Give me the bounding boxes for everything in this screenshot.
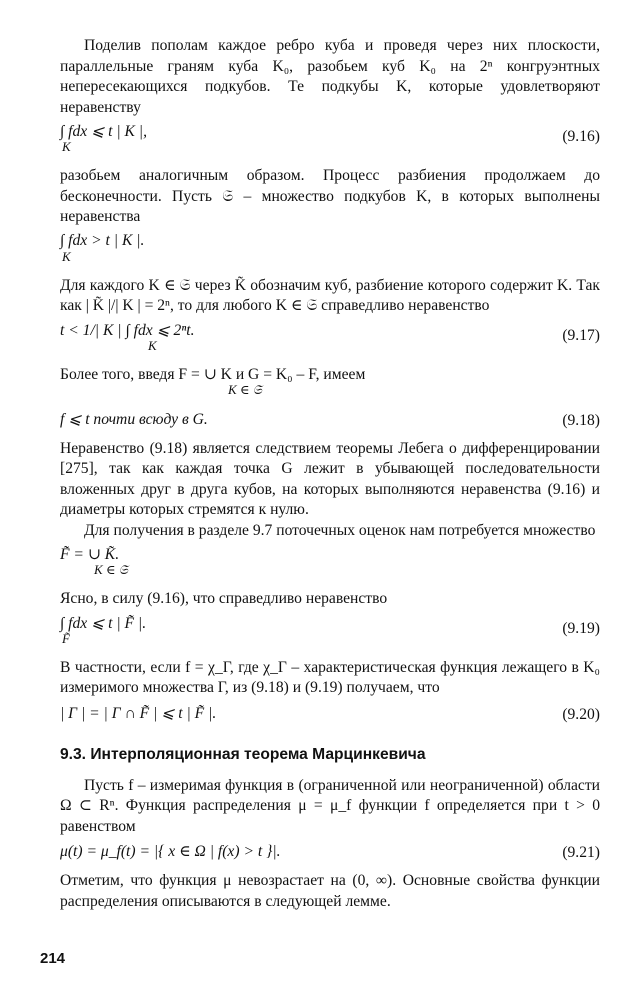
equation-strict-inequality — [60, 232, 600, 272]
equation-body: ∫ fdx > t | K |. — [60, 231, 145, 249]
equation-number: (9.20) — [562, 705, 600, 723]
paragraph-lebesgue: Неравенство (9.18) является следствием теоремы Лебега о дифференцировании [275], так как каждая точка G лежит в убывающей последовательности вложенных друг в друга кубов, на которых выполняются неравенства (9.16) и диаметры которых стремятся к нулю. — [60, 439, 600, 518]
paragraph-cube-tilde: Для каждого K ∈ 𝔖 через K̃ обозначим куб, разбиение которого содержит K. Так как | K̃ |/| K | = 2ⁿ, то для любого K ∈ 𝔖 справедливо неравенство — [60, 276, 600, 314]
paragraph-clearly: Ясно, в силу (9.16), что справедливо неравенство — [60, 590, 388, 607]
equation-F-tilde — [60, 545, 600, 585]
equation-9-19 — [60, 614, 600, 654]
equation-body: Более того, введя F = ∪ K и G = K₀ – F, имеем — [60, 365, 366, 383]
paragraph-process: разобьем аналогичным образом. Процесс разбиения продолжаем до бесконечности. Пусть 𝔖 – множество подкубов K, в которых выполнены неравенства — [60, 167, 600, 225]
equation-subscript: K — [148, 337, 157, 353]
equation-body: ∫ fdx ⩽ t | K |, — [60, 123, 147, 140]
equation-subscript: K — [62, 139, 71, 154]
paragraph-subdivision: Поделив пополам каждое ребро куба и проведя через них плоскости, параллельные граням куба K₀, разобьем куб K₀ на 2ⁿ конгруэнтных непересекающихся подкубов. Те подкубы K, которые удовлетворяют неравенству — [60, 37, 600, 116]
paragraph-pointwise: Для получения в разделе 9.7 поточечных оценок нам потребуется множество — [84, 521, 596, 539]
equation-body: ∫ fdx ⩽ t | F̃ |. — [60, 614, 147, 632]
equation-number: (9.18) — [562, 411, 600, 429]
equation-body: t < 1/| K | ∫ fdx ⩽ 2ⁿt. — [60, 321, 195, 339]
equation-subscript: F̃ — [62, 630, 70, 646]
equation-9-16 — [60, 122, 600, 162]
page-number: 214 — [40, 950, 66, 967]
page-body — [60, 36, 600, 912]
equation-number: (9.17) — [562, 326, 600, 344]
equation-subscript: K ∈ 𝔖 — [228, 381, 262, 397]
paragraph-note: Отметим, что функция μ невозрастает на (0, ∞). Основные свойства функции распределения описываются в следующей лемме. — [60, 872, 600, 910]
equation-body: F̃ = ∪ K̃. — [60, 546, 120, 563]
equation-number: (9.16) — [562, 128, 600, 145]
equation-9-20 — [60, 704, 600, 728]
equation-9-21 — [60, 842, 600, 866]
paragraph-particular: В частности, если f = χ_Γ, где χ_Γ – характеристическая функция лежащего в K₀ измеримого множества Γ, из (9.18) и (9.19) получаем, что — [60, 658, 600, 696]
equation-body: μ(t) = μ_f(t) = |{ x ∈ Ω | f(x) > t }|. — [60, 843, 281, 860]
equation-9-18 — [60, 410, 600, 434]
paragraph-distribution: Пусть f – измеримая функция в (ограниченной или неограниченной) области Ω ⊂ Rⁿ. Функция распределения μ = μ_f функции f определяется при t > 0 равенством — [60, 776, 600, 835]
equation-number: (9.21) — [562, 844, 600, 861]
equation-subscript: K ∈ 𝔖 — [94, 562, 128, 577]
equation-9-17 — [60, 321, 600, 361]
equation-subscript: K — [62, 248, 71, 264]
section-heading: 9.3. Интерполяционная теорема Марцинкевича — [60, 745, 426, 763]
equation-number: (9.19) — [562, 619, 600, 637]
equation-body: f ⩽ t почти всюду в G. — [60, 410, 208, 428]
equation-body: | Γ | = | Γ ∩ F̃ | ⩽ t | F̃ |. — [60, 704, 217, 722]
equation-F-G-definition — [60, 365, 600, 405]
